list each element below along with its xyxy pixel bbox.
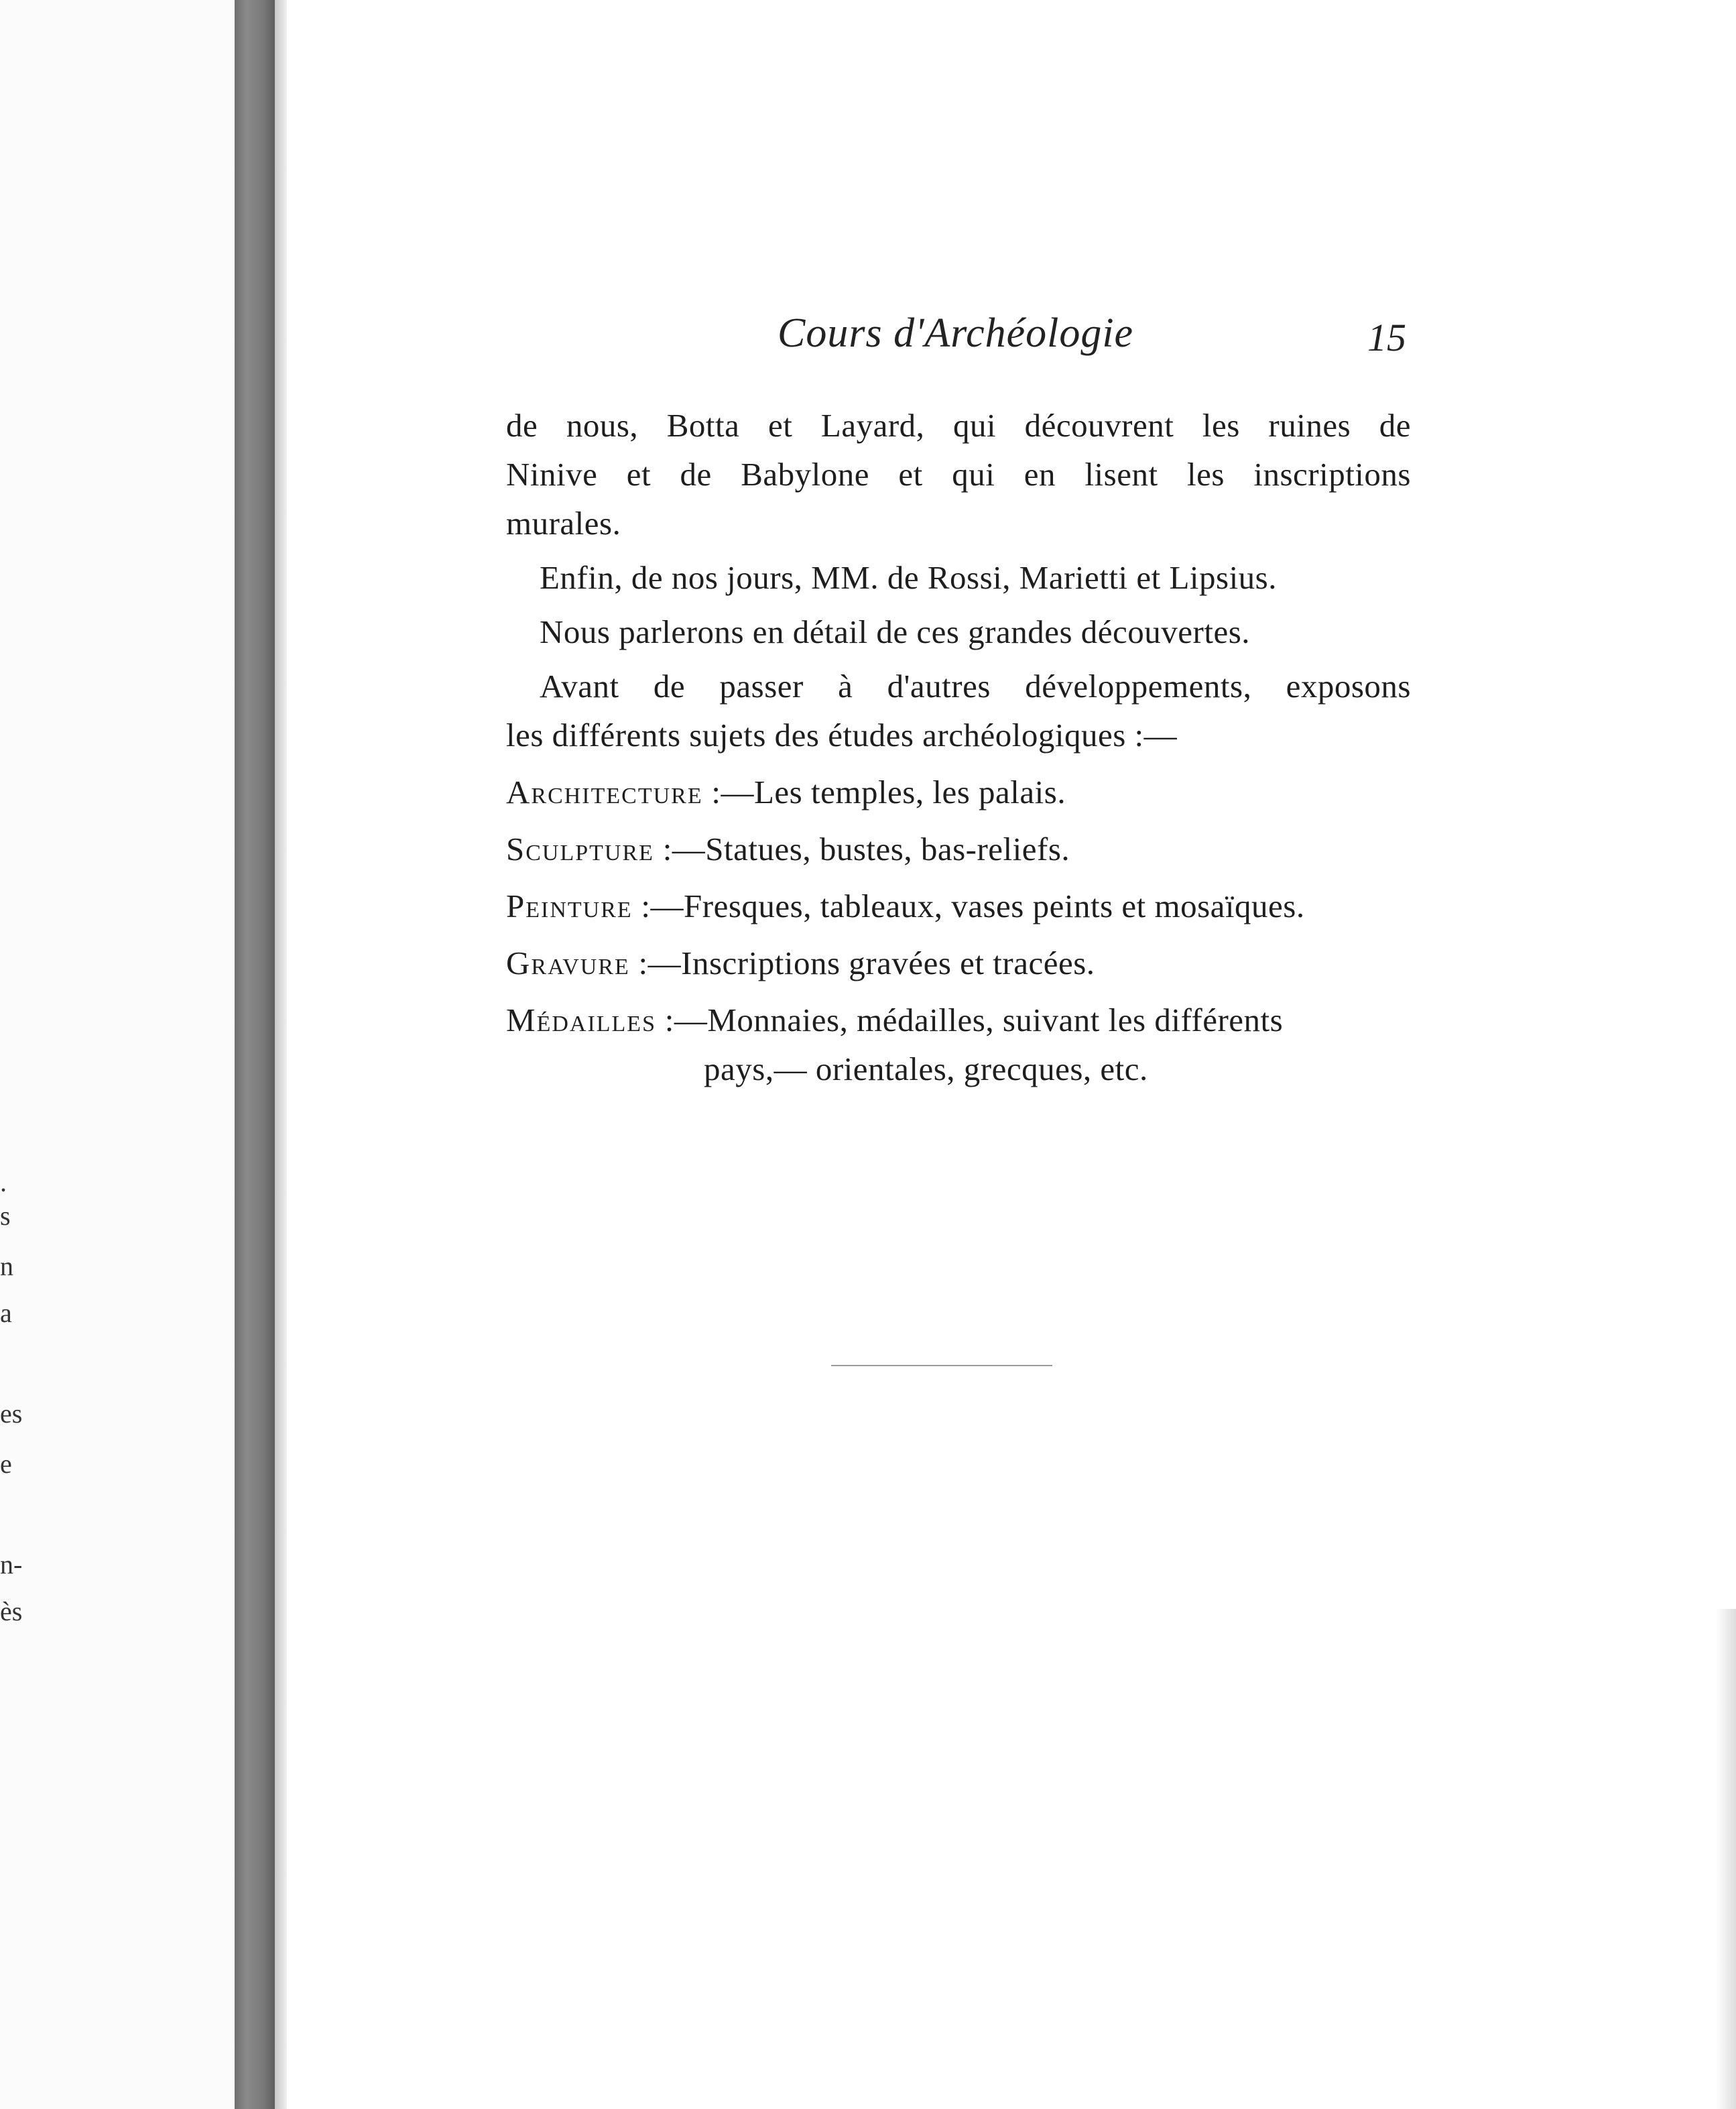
subject-term: Médailles <box>506 1002 656 1038</box>
subject-description: :—Fresques, tableaux, vases peints et mosaïques. <box>641 888 1305 924</box>
subject-term: Peinture <box>506 888 633 924</box>
running-head <box>0 310 1736 370</box>
subject-term: Architecture <box>506 774 703 810</box>
paragraph <box>506 607 1411 656</box>
page-number: 15 <box>1367 316 1406 359</box>
subject-description: :—Inscriptions gravées et tracées. <box>638 945 1095 981</box>
text-line: Avant de passer à d'autres développements, exposons <box>540 668 1411 705</box>
text-line: Enfin, de nos jours, MM. de Rossi, Marietti et Lipsius. <box>540 559 1277 596</box>
subject-term: Sculpture <box>506 831 654 867</box>
subject-entry <box>506 882 1411 930</box>
fragment: ès <box>0 1596 23 1626</box>
fragment: n <box>0 1251 13 1281</box>
subject-description: :—Statues, bustes, bas-reliefs. <box>662 831 1070 867</box>
text-line: les différents sujets des études archéologiques :— <box>506 717 1178 754</box>
running-title: Cours d'Archéologie <box>778 310 1134 356</box>
paragraph <box>506 553 1411 602</box>
paragraph <box>506 662 1411 760</box>
subject-entry <box>506 996 1411 1044</box>
text-line: Nous parlerons en détail de ces grandes découvertes. <box>540 613 1251 650</box>
body-text <box>506 401 1411 1093</box>
fragment: a <box>0 1298 12 1328</box>
subject-entry <box>506 939 1411 987</box>
fragment: . <box>0 1167 7 1197</box>
subject-description: :—Les temples, les palais. <box>711 774 1066 810</box>
text-line: murales. <box>506 505 621 542</box>
subject-term: Gravure <box>506 945 630 981</box>
fragment: n- <box>0 1549 23 1579</box>
subject-entry <box>506 825 1411 873</box>
text-line: Ninive et de Babylone et qui en lisent les inscriptions <box>506 456 1411 493</box>
fragment: s <box>0 1201 11 1231</box>
paragraph <box>506 401 1411 548</box>
text-line: de nous, Botta et Layard, qui découvrent les ruines de <box>506 407 1411 444</box>
fragment: e <box>0 1449 12 1479</box>
fragment: es <box>0 1398 23 1429</box>
page-edge-shadow <box>1716 1609 1736 2109</box>
subject-description: :—Monnaies, médailles, suivant les différents <box>664 1002 1284 1038</box>
subject-entry <box>506 768 1411 817</box>
section-divider <box>831 1365 1052 1366</box>
subject-continuation: pays,— orientales, grecques, etc. <box>704 1050 1148 1087</box>
